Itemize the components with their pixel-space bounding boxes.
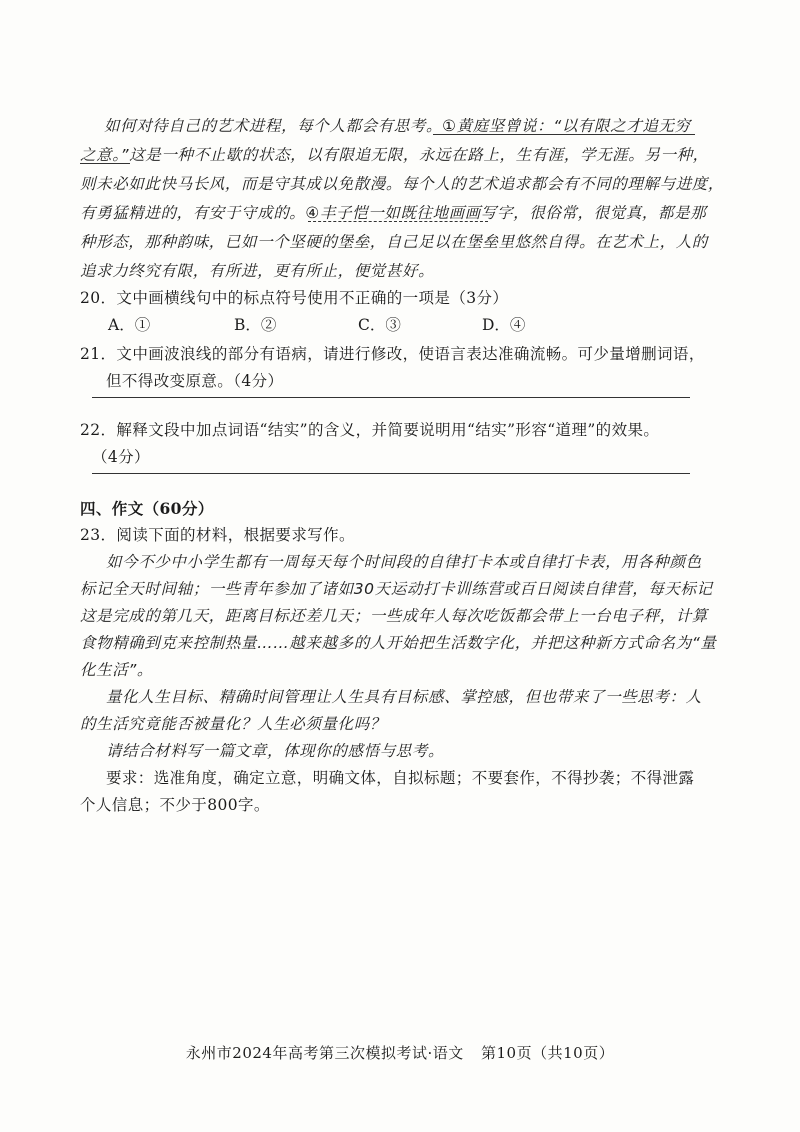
q20-option-d[interactable]: D．④ — [482, 316, 526, 334]
wavy-underline — [308, 221, 488, 222]
q20-stem: 20．文中画横线句中的标点符号使用不正确的一项是（3分） — [80, 289, 509, 307]
section4-heading: 四、作文（60分） — [80, 499, 214, 518]
footer-page-number: 第10页（共10页） — [481, 1044, 615, 1062]
passage-line-2-text: 之意。”这是一种不止歇的状态，以有限追无限，永远在路上，生有涯，学无涯。另一种， — [80, 146, 709, 164]
material-line-3: 这是完成的第几天，距离目标还差几天；一些成年人每次吃饭都会带上一台电子秤，计算 — [80, 607, 708, 625]
q20-option-c[interactable]: C．③ — [358, 316, 401, 334]
passage-line-3 — [80, 172, 724, 194]
straight-underline-2 — [80, 163, 130, 164]
thoughts-line-1: 量化人生目标、精确时间管理让人生具有目标感、掌控感，但也带来了一些思考：人 — [106, 688, 702, 706]
passage-line-3-text: 则未必如此快马长风，而是守其成以免散漫。每个人的艺术追求都会有不同的理解与进度， — [80, 175, 725, 193]
passage-line-5 — [80, 230, 708, 252]
page-footer — [0, 1042, 800, 1063]
q22-line-1: 22．解释文段中加点词语“结实”的含义，并简要说明用“结实”形容“道理”的效果。 — [80, 421, 660, 439]
q21-line-1: 21．文中画波浪线的部分有语病，请进行修改，使语言表达准确流畅。可少量增删词语， — [80, 345, 705, 363]
q21-answer-line[interactable] — [92, 397, 690, 398]
q20-option-a[interactable]: A．① — [108, 316, 151, 334]
q23-instruction: 请结合材料写一篇文章，体现你的感悟与思考。 — [106, 742, 445, 760]
q22-line-2: （4分） — [92, 448, 150, 466]
passage-line-4-text: 有勇猛精进的，有安于守成的。④丰子恺一如既往地画画写字，很俗常，很觉真，都是那 — [80, 204, 707, 222]
material-line-1: 如今不少中小学生都有一周每天每个时间段的自律打卡本或自律打卡表，用各种颜色 — [106, 553, 702, 571]
passage-line-5-text: 种形态，那种韵味，已如一个坚硬的堡垒，自己足以在堡垒里悠然自得。在艺术上，人的 — [80, 233, 708, 251]
material-line-5: 化生活”。 — [80, 661, 154, 679]
q20-option-b[interactable]: B．② — [234, 316, 277, 334]
q22-answer-line[interactable] — [92, 473, 690, 474]
requirements-line-1: 要求：选准角度，确定立意，明确文体，自拟标题；不要套作，不得抄袭；不得泄露 — [106, 769, 695, 787]
footer-exam-title: 永州市2024年高考第三次模拟考试·语文 — [185, 1044, 464, 1062]
material-line-2: 标记全天时间轴；一些青年参加了诸如30天运动打卡训练营或百日阅读自律营，每天标记 — [80, 580, 713, 598]
q23-stem: 23．阅读下面的材料，根据要求写作。 — [80, 526, 355, 544]
passage-line-6-text: 追求力终究有限，有所进，更有所止，便觉甚好。 — [80, 262, 435, 280]
q21-line-2: 但不得改变原意。（4分） — [106, 372, 284, 390]
thoughts-line-2: 的生活究竟能否被量化？人生必须量化吗？ — [80, 715, 386, 733]
passage-line-1 — [104, 114, 691, 136]
passage-line-6 — [80, 259, 434, 281]
requirements-line-2: 个人信息；不少于800字。 — [80, 796, 270, 814]
passage-line-1-text: 如何对待自己的艺术进程，每个人都会有思考。①黄庭坚曾说：“以有限之才追无穷 — [104, 117, 691, 135]
passage-line-2 — [80, 143, 709, 165]
material-line-4: 食物精确到克来控制热量……越来越多的人开始把生活数字化，并把这种新方式命名为“量 — [80, 634, 717, 652]
straight-underline-1 — [433, 134, 695, 135]
passage-line-4 — [80, 201, 706, 223]
